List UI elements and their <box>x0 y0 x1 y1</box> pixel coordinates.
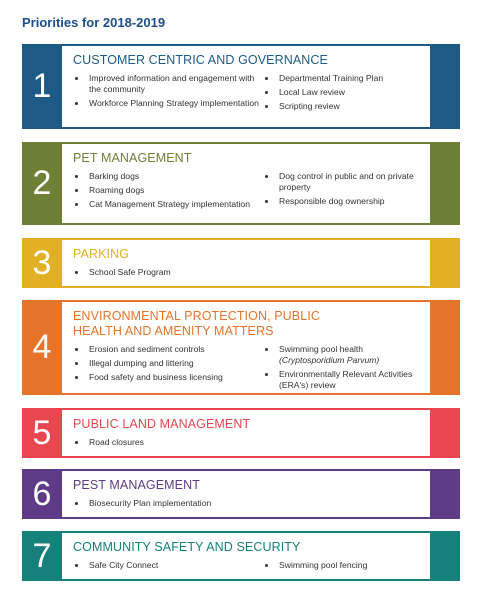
priority-heading: PARKING <box>73 247 130 261</box>
priority-heading: COMMUNITY SAFETY AND SECURITY <box>73 540 301 554</box>
left-list <box>73 560 263 574</box>
accent-bar <box>430 408 460 458</box>
accent-bar <box>430 531 460 581</box>
priority-content <box>62 238 430 288</box>
left-list <box>73 437 263 451</box>
accent-bar <box>430 142 460 225</box>
list-item: Improved information and engagement with the community <box>73 73 263 95</box>
list-item: Roaming dogs <box>73 185 263 196</box>
list-item: Responsible dog ownership <box>263 196 422 207</box>
list-item: Scripting review <box>263 101 422 112</box>
list-item: Erosion and sediment controls <box>73 344 263 355</box>
list-item: Illegal dumping and littering <box>73 358 263 369</box>
left-list <box>73 73 263 115</box>
left-list <box>73 498 263 512</box>
priority-content <box>62 408 430 458</box>
priority-2 <box>22 142 460 225</box>
list-item: Road closures <box>73 437 263 448</box>
list-item: Dog control in public and on private property <box>263 171 422 193</box>
list-item: Biosecurity Plan implementation <box>73 498 263 509</box>
priority-number: 7 <box>22 531 62 581</box>
priority-heading: PET MANAGEMENT <box>73 151 192 165</box>
left-list <box>73 267 263 281</box>
priority-number: 3 <box>22 238 62 288</box>
list-item: Cat Management Strategy implementation <box>73 199 263 210</box>
list-item: Local Law review <box>263 87 422 98</box>
item-text: Swimming pool health <box>279 344 364 354</box>
priority-heading: CUSTOMER CENTRIC AND GOVERNANCE <box>73 53 328 67</box>
priority-1 <box>22 44 460 129</box>
priority-heading: ENVIRONMENTAL PROTECTION, PUBLIC HEALTH AND AMENITY MATTERS <box>73 309 320 338</box>
left-list <box>73 171 263 213</box>
accent-bar <box>430 300 460 395</box>
list-item: Food safety and business licensing <box>73 372 263 383</box>
list-item: Departmental Training Plan <box>263 73 422 84</box>
list-item: Environmentally Relevant Activities (ERA's) review <box>263 369 422 391</box>
list-item <box>263 344 422 366</box>
priority-content <box>62 300 430 395</box>
right-list <box>263 344 422 394</box>
priority-content <box>62 469 430 519</box>
right-list <box>263 560 422 574</box>
accent-bar <box>430 238 460 288</box>
page-title: Priorities for 2018-2019 <box>22 15 166 30</box>
priority-3 <box>22 238 460 288</box>
right-list <box>263 73 422 115</box>
priority-number: 4 <box>22 300 62 395</box>
priority-number: 1 <box>22 44 62 129</box>
accent-bar <box>430 469 460 519</box>
list-item: Safe City Connect <box>73 560 263 571</box>
priority-content <box>62 531 430 581</box>
list-item: Workforce Planning Strategy implementation <box>73 98 263 109</box>
list-item: Swimming pool fencing <box>263 560 422 571</box>
priority-content <box>62 142 430 225</box>
priority-number: 5 <box>22 408 62 458</box>
priority-heading: PEST MANAGEMENT <box>73 478 200 492</box>
priority-number: 6 <box>22 469 62 519</box>
list-item: Barking dogs <box>73 171 263 182</box>
priority-content <box>62 44 430 129</box>
priority-number: 2 <box>22 142 62 225</box>
item-subtext: (Cryptosporidium Parvum) <box>279 355 380 365</box>
priority-4 <box>22 300 460 395</box>
left-list <box>73 344 263 394</box>
priority-6 <box>22 469 460 519</box>
priority-heading: PUBLIC LAND MANAGEMENT <box>73 417 251 431</box>
priority-7 <box>22 531 460 581</box>
priority-5 <box>22 408 460 458</box>
right-list <box>263 171 422 213</box>
accent-bar <box>430 44 460 129</box>
list-item: School Safe Program <box>73 267 263 278</box>
